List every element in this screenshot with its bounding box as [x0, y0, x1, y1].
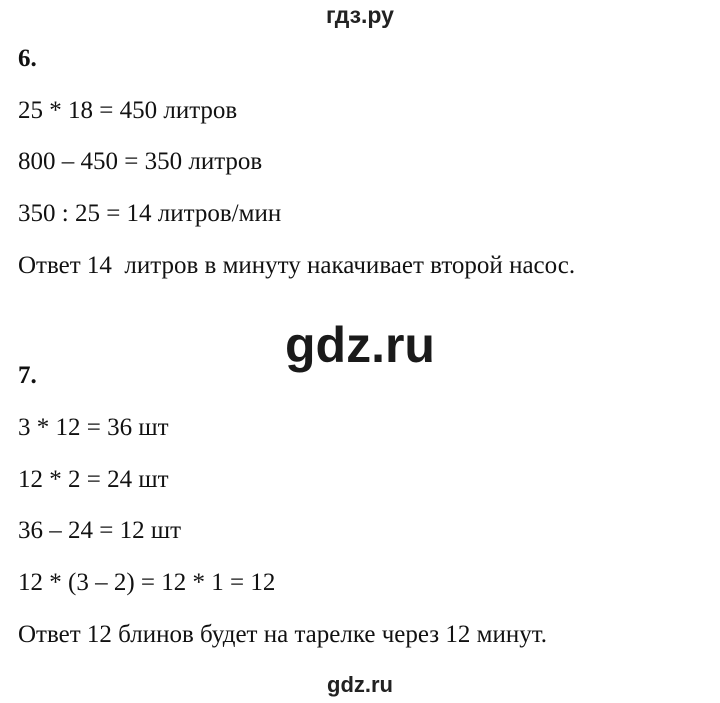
task-7-line: 12 * 2 = 24 шт	[18, 466, 169, 493]
task-6-line: 350 : 25 = 14 литров/мин	[18, 200, 282, 227]
task-6-line: 800 – 450 = 350 литров	[18, 148, 263, 175]
task-7-number: 7.	[18, 362, 37, 389]
task-7-line: 12 * (3 – 2) = 12 * 1 = 12	[18, 569, 276, 596]
watermark-middle: gdz.ru	[285, 317, 435, 373]
watermark-top: гдз.ру	[326, 2, 394, 28]
task-7-answer: Ответ 12 блинов будет на тарелке через 12 минут.	[18, 621, 548, 648]
task-6-answer: Ответ 14 литров в минуту накачивает второй насос.	[18, 252, 576, 279]
task-6-number: 6.	[18, 45, 37, 72]
task-6-line: 25 * 18 = 450 литров	[18, 97, 238, 124]
task-7-line: 3 * 12 = 36 шт	[18, 414, 169, 441]
task-7-line: 36 – 24 = 12 шт	[18, 517, 182, 544]
watermark-bottom: gdz.ru	[327, 672, 393, 697]
